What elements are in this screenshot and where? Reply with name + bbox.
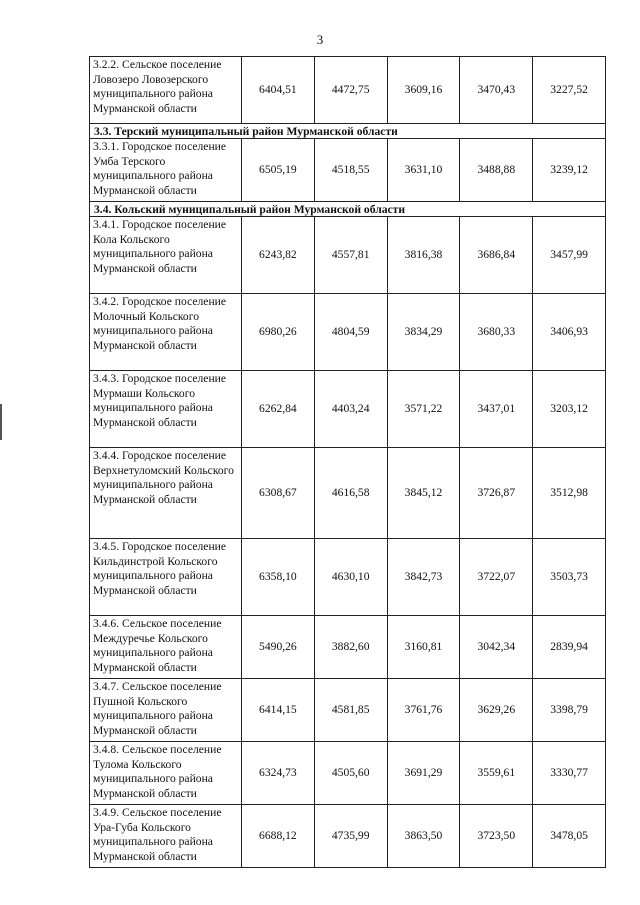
- value-cell: 3629,26: [460, 679, 533, 742]
- value-cell: 3239,12: [533, 139, 606, 202]
- value-cell: 3160,81: [387, 616, 460, 679]
- value-cell: 4581,85: [314, 679, 387, 742]
- table-row: [90, 294, 606, 371]
- value-cell: 4616,58: [314, 448, 387, 539]
- value-cell: 3723,50: [460, 805, 533, 868]
- value-cell: 3478,05: [533, 805, 606, 868]
- value-cell: 6358,10: [242, 539, 315, 616]
- settlement-name-cell: 3.4.9. Сельское поселение Ура-Губа Кольского муниципального района Мурманской области: [90, 805, 242, 868]
- settlement-name-cell: 3.2.2. Сельское поселение Ловозеро Ловозерского муниципального района Мурманской области: [90, 57, 242, 124]
- value-cell: 3042,34: [460, 616, 533, 679]
- value-cell: 3761,76: [387, 679, 460, 742]
- value-cell: 4403,24: [314, 371, 387, 448]
- section-title: 3.4. Кольский муниципальный район Мурманской области: [90, 202, 606, 217]
- settlement-name-cell: 3.4.2. Городское поселение Молочный Кольского муниципального района Мурманской области: [90, 294, 242, 371]
- value-cell: 6324,73: [242, 742, 315, 805]
- value-cell: 3512,98: [533, 448, 606, 539]
- value-cell: 3609,16: [387, 57, 460, 124]
- value-cell: 3559,61: [460, 742, 533, 805]
- section-title: 3.3. Терский муниципальный район Мурманской области: [90, 124, 606, 139]
- value-cell: 3330,77: [533, 742, 606, 805]
- settlement-name-cell: 3.4.1. Городское поселение Кола Кольского муниципального района Мурманской области: [90, 217, 242, 294]
- value-cell: 3227,52: [533, 57, 606, 124]
- value-cell: 3834,29: [387, 294, 460, 371]
- value-cell: 3686,84: [460, 217, 533, 294]
- settlement-name-cell: 3.4.5. Городское поселение Кильдинстрой Кольского муниципального района Мурманской области: [90, 539, 242, 616]
- value-cell: 4505,60: [314, 742, 387, 805]
- value-cell: 6308,67: [242, 448, 315, 539]
- value-cell: 3726,87: [460, 448, 533, 539]
- settlement-name-cell: 3.3.1. Городское поселение Умба Терского муниципального района Мурманской области: [90, 139, 242, 202]
- value-cell: 3631,10: [387, 139, 460, 202]
- value-cell: 6404,51: [242, 57, 315, 124]
- value-cell: 3503,73: [533, 539, 606, 616]
- table-row: [90, 371, 606, 448]
- value-cell: 2839,94: [533, 616, 606, 679]
- value-cell: 4804,59: [314, 294, 387, 371]
- value-cell: 3882,60: [314, 616, 387, 679]
- value-cell: 3406,93: [533, 294, 606, 371]
- value-cell: 6262,84: [242, 371, 315, 448]
- value-cell: 3470,43: [460, 57, 533, 124]
- value-cell: 3488,88: [460, 139, 533, 202]
- settlement-name-cell: 3.4.4. Городское поселение Верхнетуломский Кольского муниципального района Мурманской области: [90, 448, 242, 539]
- value-cell: 3437,01: [460, 371, 533, 448]
- value-cell: 4735,99: [314, 805, 387, 868]
- value-cell: 6980,26: [242, 294, 315, 371]
- value-cell: 3680,33: [460, 294, 533, 371]
- table-row: [90, 139, 606, 202]
- table-row: [90, 616, 606, 679]
- value-cell: 4557,81: [314, 217, 387, 294]
- margin-mark: [0, 404, 2, 440]
- value-cell: 3863,50: [387, 805, 460, 868]
- table-row: [90, 742, 606, 805]
- value-cell: 3816,38: [387, 217, 460, 294]
- value-cell: 3457,99: [533, 217, 606, 294]
- settlement-name-cell: 3.4.6. Сельское поселение Междуречье Кольского муниципального района Мурманской области: [90, 616, 242, 679]
- value-cell: 3842,73: [387, 539, 460, 616]
- value-cell: 4518,55: [314, 139, 387, 202]
- value-cell: 6505,19: [242, 139, 315, 202]
- value-cell: 3203,12: [533, 371, 606, 448]
- section-header-row: [90, 202, 606, 217]
- table-row: [90, 448, 606, 539]
- table-row: [90, 539, 606, 616]
- value-cell: 6243,82: [242, 217, 315, 294]
- value-cell: 6414,15: [242, 679, 315, 742]
- tariff-table: [89, 56, 606, 868]
- tariff-table-body: [90, 57, 606, 868]
- table-row: [90, 679, 606, 742]
- table-row: [90, 805, 606, 868]
- value-cell: 3722,07: [460, 539, 533, 616]
- value-cell: 6688,12: [242, 805, 315, 868]
- value-cell: 3571,22: [387, 371, 460, 448]
- value-cell: 3398,79: [533, 679, 606, 742]
- value-cell: 3845,12: [387, 448, 460, 539]
- settlement-name-cell: 3.4.8. Сельское поселение Тулома Кольского муниципального района Мурманской области: [90, 742, 242, 805]
- settlement-name-cell: 3.4.7. Сельское поселение Пушной Кольского муниципального района Мурманской области: [90, 679, 242, 742]
- table-row: [90, 57, 606, 124]
- value-cell: 4630,10: [314, 539, 387, 616]
- page-number: 3: [316, 32, 324, 47]
- section-header-row: [90, 124, 606, 139]
- value-cell: 4472,75: [314, 57, 387, 124]
- value-cell: 5490,26: [242, 616, 315, 679]
- value-cell: 3691,29: [387, 742, 460, 805]
- settlement-name-cell: 3.4.3. Городское поселение Мурмаши Кольского муниципального района Мурманской области: [90, 371, 242, 448]
- table-row: [90, 217, 606, 294]
